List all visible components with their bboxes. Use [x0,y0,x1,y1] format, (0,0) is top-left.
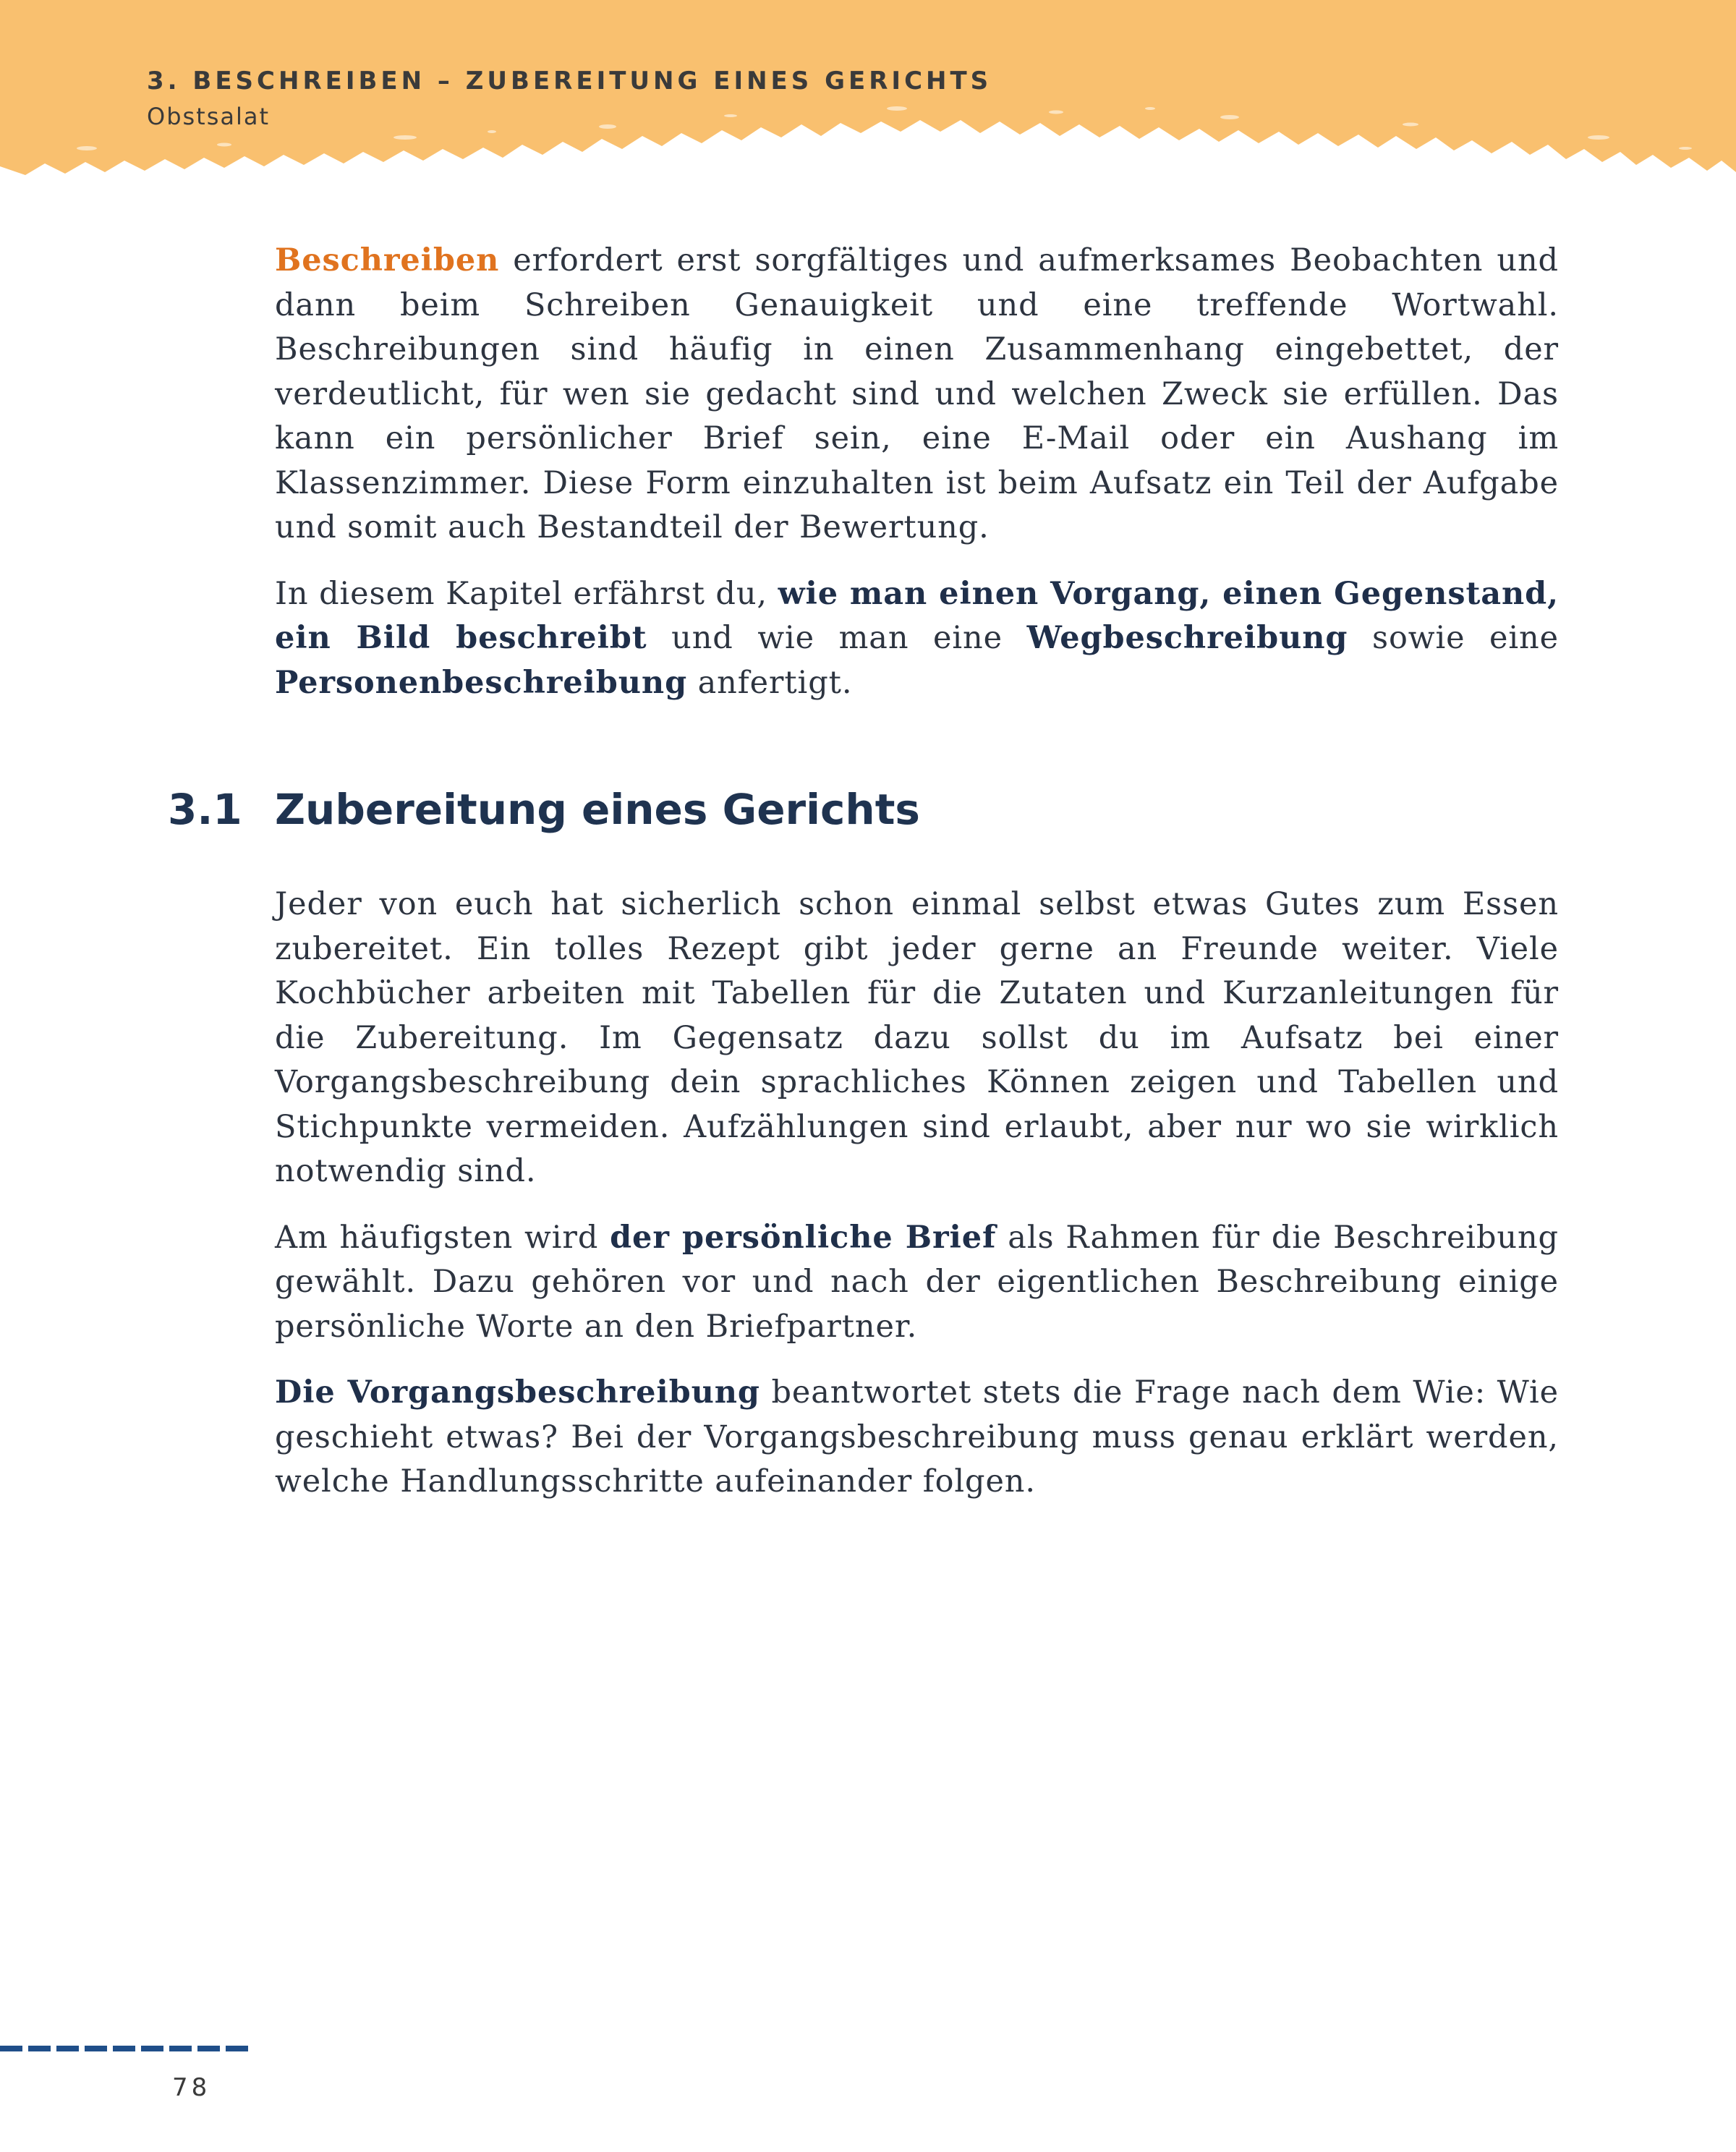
bold-term: Personenbeschreibung [275,664,688,701]
intro-paragraph-1 [275,239,1559,550]
section-text [275,883,1559,1526]
section-paragraph-3 [275,1371,1559,1505]
section-number: 3.1 [168,785,242,834]
paragraph-text: erfordert erst sorgfältiges und aufmerksames Beobachten und dann beim Schreiben Genauigkeit und eine treffende Wortwahl. Beschreibungen sind häufig in einen Zusammenhang eingebettet, der verdeutlicht, für wen sie gedacht sind und welchen Zweck sie erfüllen. Das kann ein persönlicher Brief sein, eine E-Mail oder ein Aushang im Klassenzimmer. Diese Form einzuhalten ist beim Aufsatz ein Teil der Aufgabe und somit auch Bestandteil der Bewertung. [275,242,1559,545]
footer-dashed-rule [0,2046,250,2053]
header-band [0,0,1736,181]
paragraph-text: Am häufigsten wird [275,1219,610,1256]
running-header-subtitle: Obstsalat [147,103,271,130]
paragraph-text: sowie eine [1348,620,1559,656]
paragraph-text: als Rahmen für die Beschreibung gewählt. Dazu gehören vor und nach der eigentlichen Beschreibung einige persönliche Worte an den Briefpartner. [275,1219,1559,1345]
highlight-term: Beschreiben [275,242,500,278]
paragraph-text: und wie man eine [647,620,1027,656]
bold-term: Die Vorgangsbeschreibung [275,1374,760,1411]
bold-term: der persönliche Brief [610,1219,997,1256]
intro-text [275,239,1559,727]
section-title: Zubereitung eines Gerichts [275,785,920,834]
intro-paragraph-2 [275,572,1559,706]
paragraph-text: beantwortet stets die Frage nach dem Wie: Wie geschieht etwas? Bei der Vorgangsbeschreibung muss genau erklärt werden, welche Handlungsschritte aufeinander folgen. [275,1374,1560,1500]
paragraph-text: In diesem Kapitel erfährst du, [275,575,778,612]
running-header-chapter: 3. BESCHREIBEN – ZUBEREITUNG EINES GERICHTS [147,67,992,95]
bold-term: Wegbeschreibung [1026,620,1348,656]
section-paragraph-2 [275,1216,1559,1350]
page-number: 78 [172,2073,211,2102]
section-paragraph-1: Jeder von euch hat sicherlich schon einmal selbst etwas Gutes zum Essen zubereitet. Ein tolles Rezept gibt jeder gerne an Freunde weiter. Viele Kochbücher arbeiten mit Tabellen für die Zutaten und Kurzanleitungen für die Zubereitung. Im Gegensatz dazu sollst du im Aufsatz bei einer Vorgangsbeschreibung dein sprachliches Können zeigen und Tabellen und Stichpunkte vermeiden. Aufzählungen sind erlaubt, aber nur wo sie wirklich notwendig sind. [275,886,1559,1189]
paragraph-text: anfertigt. [687,664,853,701]
bold-term: wie man einen Vorgang, einen Gegenstand, ein Bild beschreibt [275,575,1559,656]
section-heading [168,785,920,834]
